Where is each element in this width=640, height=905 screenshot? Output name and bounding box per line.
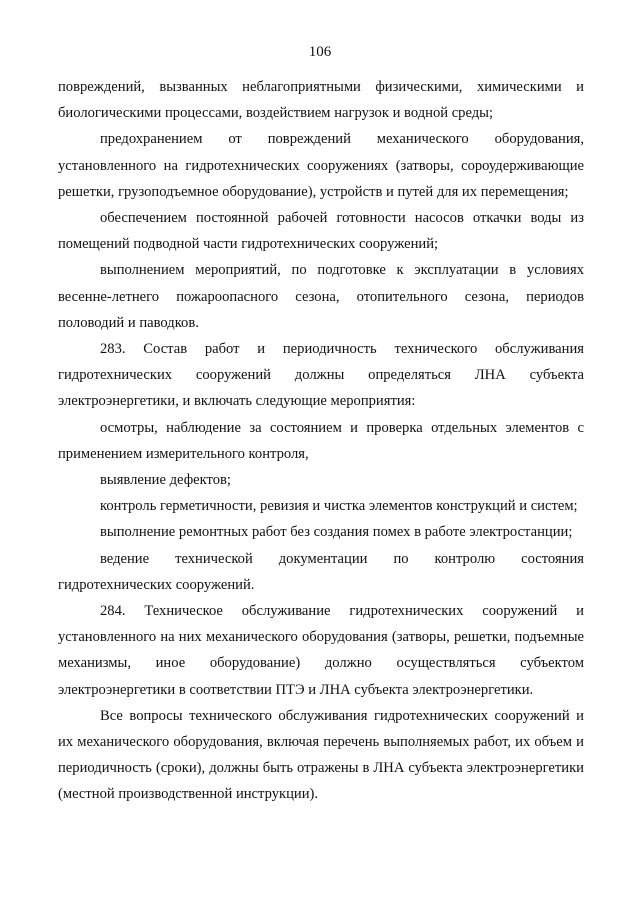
- paragraph: Все вопросы технического обслуживания гидротехнических сооружений и их механического оборудования, включая перечень выполняемых работ, их объем и периодичность (сроки), должны быть отражены в ЛНА субъекта электроэнергетики (местной производственной инструкции).: [58, 707, 584, 803]
- paragraph: предохранением от повреждений механического оборудования, установленного на гидротехнических сооружениях (затворы, сороудерживающие решетки, грузоподъемное оборудование), устройств и путей для их перемещения;: [58, 131, 584, 200]
- paragraph: выявление дефектов;: [100, 472, 231, 489]
- paragraph: осмотры, наблюдение за состоянием и проверка отдельных элементов с применением измерительного контроля,: [58, 419, 584, 462]
- paragraph: контроль герметичности, ревизия и чистка элементов конструкций и систем;: [100, 498, 578, 515]
- paragraph: 284. Техническое обслуживание гидротехнических сооружений и установленного на них механического оборудования (затворы, решетки, подъемные механизмы, иное оборудование) должно осуществляться субъектом электроэнергетики в соответствии ПТЭ и ЛНА субъекта электроэнергетики.: [58, 603, 584, 698]
- page-number: 106: [308, 44, 332, 60]
- paragraph: ведение технической документации по контролю состояния гидротехнических сооружений.: [58, 550, 584, 593]
- paragraph: повреждений, вызванных неблагоприятными физическими, химическими и биологическими процессами, воздействием нагрузок и водной среды;: [58, 79, 584, 122]
- paragraph: 283. Состав работ и периодичность технического обслуживания гидротехнических сооружений должны определяться ЛНА субъекта электроэнергетики, и включать следующие мероприятия:: [58, 341, 584, 410]
- body-text: [58, 74, 584, 808]
- paragraph: обеспечением постоянной рабочей готовности насосов откачки воды из помещений подводной части гидротехнических сооружений;: [58, 210, 584, 253]
- paragraph: выполнение ремонтных работ без создания помех в работе электростанции;: [100, 524, 573, 541]
- paragraph: выполнением мероприятий, по подготовке к эксплуатации в условиях весенне-летнего пожароопасного сезона, отопительного сезона, периодов половодий и паводков.: [58, 262, 584, 331]
